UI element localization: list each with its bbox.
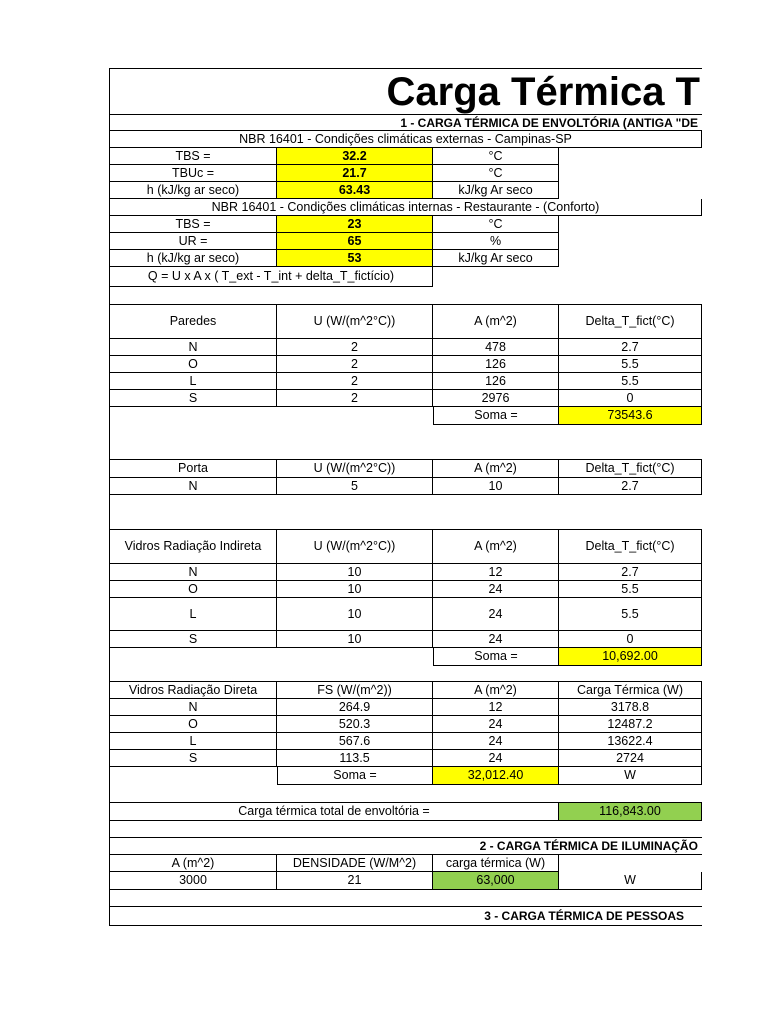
table-cell: 2 <box>277 390 433 407</box>
int-unit: °C <box>433 216 559 233</box>
table-cell: 10 <box>433 478 559 495</box>
table-cell: 2 <box>277 356 433 373</box>
table-cell: 10 <box>277 581 433 598</box>
table-row: L <box>109 373 277 390</box>
table-cell: 113.5 <box>277 750 433 767</box>
ext-unit: kJ/kg Ar seco <box>433 182 559 199</box>
table-cell: 24 <box>433 581 559 598</box>
table-cell: 5.5 <box>559 581 702 598</box>
int-conditions-header: NBR 16401 - Condições climáticas internas - Restaurante - (Conforto) <box>109 199 702 216</box>
table-cell: 12 <box>433 699 559 716</box>
table-row: L <box>109 733 277 750</box>
soma-value: 10,692.00 <box>559 648 702 666</box>
vidros-ind-header: U (W/(m^2°C)) <box>277 530 433 564</box>
table-cell: 2 <box>277 373 433 390</box>
iluminacao-unit: W <box>559 872 702 890</box>
table-row: N <box>109 699 277 716</box>
ext-value: 32.2 <box>277 148 433 165</box>
table-cell: 2.7 <box>559 478 702 495</box>
int-value: 53 <box>277 250 433 267</box>
int-value: 65 <box>277 233 433 250</box>
table-row: S <box>109 631 277 648</box>
spacer <box>109 407 433 425</box>
table-cell: 567.6 <box>277 733 433 750</box>
table-cell: 24 <box>433 631 559 648</box>
vidros-dir-header: FS (W/(m^2)) <box>277 682 433 699</box>
total-value: 116,843.00 <box>559 803 702 821</box>
spacer <box>109 821 702 838</box>
spacer <box>109 495 702 530</box>
table-row: L <box>109 598 277 631</box>
spacer <box>109 767 277 785</box>
spacer <box>109 785 702 803</box>
table-cell: 24 <box>433 716 559 733</box>
table-cell: 0 <box>559 631 702 648</box>
vidros-ind-header: A (m^2) <box>433 530 559 564</box>
int-label: TBS = <box>109 216 277 233</box>
paredes-header: Delta_T_fict(°C) <box>559 305 702 339</box>
iluminacao-header: carga térmica (W) <box>433 855 559 872</box>
paredes-header: U (W/(m^2°C)) <box>277 305 433 339</box>
ext-unit: °C <box>433 148 559 165</box>
table-cell: 0 <box>559 390 702 407</box>
spacer <box>109 425 702 460</box>
porta-header: U (W/(m^2°C)) <box>277 460 433 478</box>
table-row: N <box>109 564 277 581</box>
paredes-header: Paredes <box>109 305 277 339</box>
spacer <box>109 890 702 907</box>
table-row: O <box>109 581 277 598</box>
table-cell: 13622.4 <box>559 733 702 750</box>
porta-header: A (m^2) <box>433 460 559 478</box>
total-label: Carga térmica total de envoltória = <box>109 803 559 821</box>
iluminacao-header: DENSIDADE (W/M^2) <box>277 855 433 872</box>
soma-label: Soma = <box>433 648 559 666</box>
table-row: O <box>109 356 277 373</box>
table-cell: 5.5 <box>559 373 702 390</box>
table-cell: 5.5 <box>559 598 702 631</box>
ext-label: h (kJ/kg ar seco) <box>109 182 277 199</box>
porta-header: Porta <box>109 460 277 478</box>
page-title: Carga Térmica T <box>109 68 702 114</box>
table-cell: 3178.8 <box>559 699 702 716</box>
section-2-heading: 2 - CARGA TÉRMICA DE ILUMINAÇÃO <box>109 838 702 855</box>
table-cell: 2 <box>277 339 433 356</box>
formula: Q = U x A x ( T_ext - T_int + delta_T_fictício) <box>109 267 433 287</box>
iluminacao-total: 63,000 <box>433 872 559 890</box>
section-3-heading: 3 - CARGA TÉRMICA DE PESSOAS <box>109 907 702 926</box>
table-row: N <box>109 478 277 495</box>
vidros-dir-header: Vidros Radiação Direta <box>109 682 277 699</box>
vidros-ind-header: Delta_T_fict(°C) <box>559 530 702 564</box>
table-row: S <box>109 750 277 767</box>
int-unit: kJ/kg Ar seco <box>433 250 559 267</box>
ext-label: TBUc = <box>109 165 277 182</box>
table-cell: 2.7 <box>559 564 702 581</box>
table-cell: 2976 <box>433 390 559 407</box>
vidros-dir-header: A (m^2) <box>433 682 559 699</box>
int-unit: % <box>433 233 559 250</box>
soma-label: Soma = <box>277 767 433 785</box>
table-cell: 264.9 <box>277 699 433 716</box>
table-cell: 5.5 <box>559 356 702 373</box>
ext-value: 63.43 <box>277 182 433 199</box>
soma-value: 73543.6 <box>559 407 702 425</box>
table-cell: 126 <box>433 356 559 373</box>
table-row: O <box>109 716 277 733</box>
soma-value: 32,012.40 <box>433 767 559 785</box>
table-cell: 12487.2 <box>559 716 702 733</box>
spacer <box>109 287 702 305</box>
table-cell: 24 <box>433 598 559 631</box>
table-cell: 5 <box>277 478 433 495</box>
table-cell: 478 <box>433 339 559 356</box>
soma-label: Soma = <box>433 407 559 425</box>
vidros-ind-header: Vidros Radiação Indireta <box>109 530 277 564</box>
table-cell: 21 <box>277 872 433 890</box>
spacer <box>109 666 702 682</box>
spacer <box>109 648 433 666</box>
int-label: UR = <box>109 233 277 250</box>
table-cell: 126 <box>433 373 559 390</box>
table-cell: 24 <box>433 750 559 767</box>
section-1-heading: 1 - CARGA TÉRMICA DE ENVOLTÓRIA (ANTIGA "DE <box>109 114 702 131</box>
paredes-header: A (m^2) <box>433 305 559 339</box>
int-value: 23 <box>277 216 433 233</box>
table-cell: 12 <box>433 564 559 581</box>
table-cell: 10 <box>277 564 433 581</box>
table-cell: 10 <box>277 598 433 631</box>
ext-label: TBS = <box>109 148 277 165</box>
ext-conditions-header: NBR 16401 - Condições climáticas externas - Campinas-SP <box>109 131 702 148</box>
vidros-dir-header: Carga Térmica (W) <box>559 682 702 699</box>
table-cell: 520.3 <box>277 716 433 733</box>
porta-header: Delta_T_fict(°C) <box>559 460 702 478</box>
int-label: h (kJ/kg ar seco) <box>109 250 277 267</box>
ext-value: 21.7 <box>277 165 433 182</box>
table-cell: 24 <box>433 733 559 750</box>
table-cell: 2.7 <box>559 339 702 356</box>
table-cell: 2724 <box>559 750 702 767</box>
ext-unit: °C <box>433 165 559 182</box>
iluminacao-header: A (m^2) <box>109 855 277 872</box>
soma-unit: W <box>559 767 702 785</box>
table-row: 3000 <box>109 872 277 890</box>
table-row: S <box>109 390 277 407</box>
table-row: N <box>109 339 277 356</box>
table-cell: 10 <box>277 631 433 648</box>
